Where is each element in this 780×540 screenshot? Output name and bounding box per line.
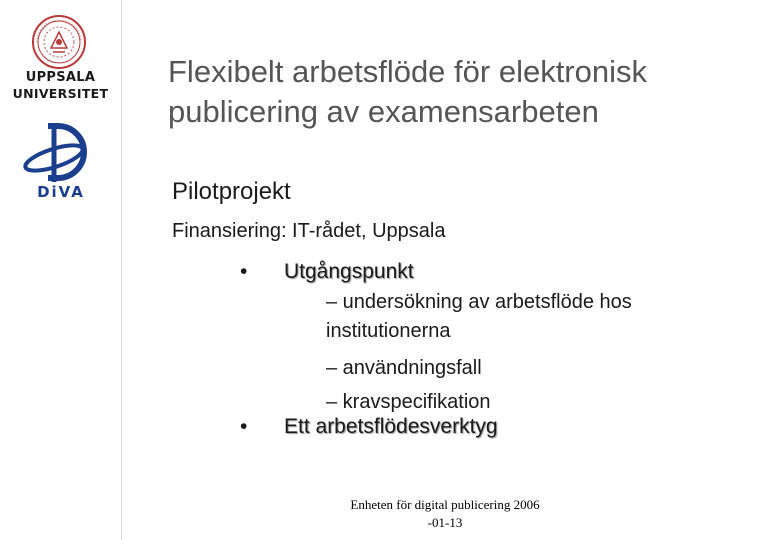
bullet-item [236, 413, 756, 441]
sub-item: – undersökning av arbetsflöde hos institutionerna [326, 291, 632, 342]
diva-logo-text: DiVA [37, 183, 85, 200]
uppsala-seal-icon [31, 14, 87, 70]
diva-logo-icon [18, 120, 104, 200]
sub-list [284, 288, 756, 419]
university-name-line1: UPPSALA [25, 70, 96, 85]
bullet-icon: • [240, 260, 248, 283]
footer-line2: -01-13 [427, 515, 463, 530]
slide-title: Flexibelt arbetsflöde för elektronisk publicering av examensarbeten [168, 54, 648, 129]
sub-item: – kravspecifikation [326, 391, 491, 413]
bullet-icon: • [240, 415, 248, 438]
university-name-line2: UNIVERSITET [12, 86, 109, 101]
footer-line1: Enheten för digital publicering 2006 [350, 497, 540, 512]
subheading: Pilotprojekt [172, 178, 291, 205]
funding-line: Finansiering: IT-rådet, Uppsala [172, 220, 446, 242]
bullet-label: Utgångspunkt [284, 260, 414, 283]
sidebar [0, 0, 122, 540]
sub-item: – användningsfall [326, 357, 482, 379]
footer [320, 496, 570, 532]
bullet-list [236, 258, 756, 441]
bullet-label: Ett arbetsflödesverktyg [284, 415, 498, 438]
bullet-item [236, 258, 756, 419]
